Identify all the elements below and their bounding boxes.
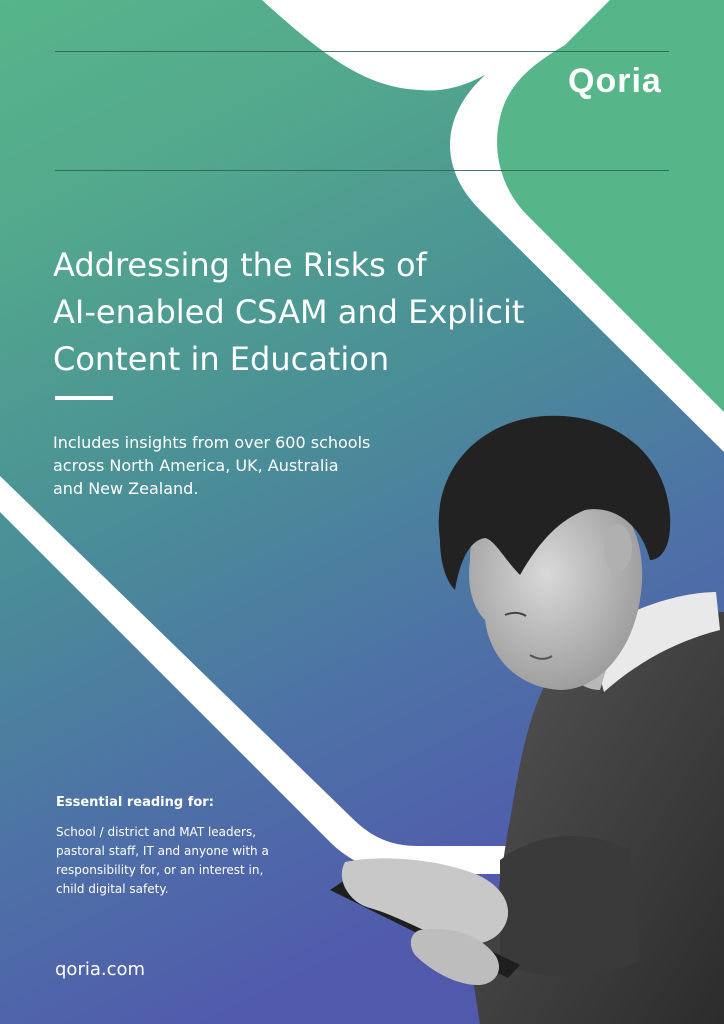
essential-line: pastoral staff, IT and anyone with a [56, 844, 269, 858]
title-line: Addressing the Risks of [53, 246, 427, 284]
essential-reading-body [56, 823, 269, 899]
qoria-logo: Qoria [568, 62, 662, 100]
subtitle-line: across North America, UK, Australia [53, 456, 339, 475]
essential-reading-heading: Essential reading for: [56, 795, 214, 810]
title-line: AI-enabled CSAM and Explicit [53, 293, 525, 331]
title-line: Content in Education [53, 340, 390, 378]
subtitle-line: Includes insights from over 600 schools [53, 433, 371, 452]
essential-line: responsibility for, or an interest in, [56, 863, 264, 877]
website-link[interactable]: qoria.com [55, 959, 146, 980]
essential-line: child digital safety. [56, 882, 169, 896]
essential-line: School / district and MAT leaders, [56, 825, 257, 839]
subtitle-line: and New Zealand. [53, 479, 199, 498]
